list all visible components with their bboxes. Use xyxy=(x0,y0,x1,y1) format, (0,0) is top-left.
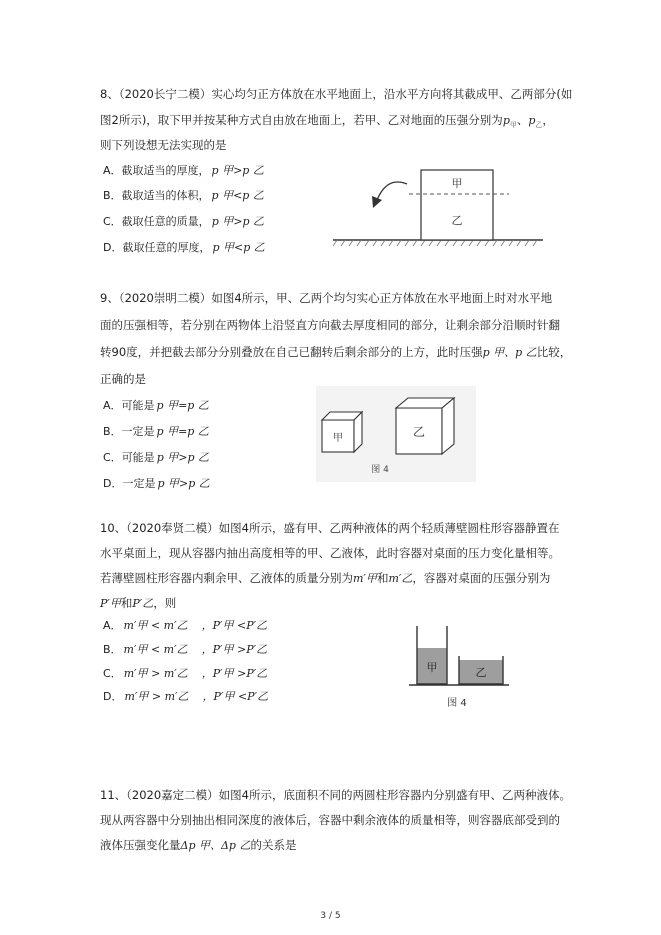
q10-line-1: 10、（2020奉贤二模）如图4所示，盛有甲、乙两种液体的两个轻质薄壁圆柱形容器静置在 xyxy=(100,521,560,535)
q9-figure xyxy=(316,386,476,482)
q11-line-1: 11、（2020嘉定二模）如图4所示，底面积不同的两圆柱形容器内分别盛有甲、乙两种液体。 xyxy=(100,788,571,802)
q8-option-a: A．截取适当的厚度， p 甲>p 乙 xyxy=(103,164,264,177)
q10-line-3: 若薄壁圆柱形容器内剩余甲、乙液体的质量分别为m′甲和m′乙，容器对桌面的压强分别为 xyxy=(100,571,551,585)
q8-label-top: 甲 xyxy=(451,177,463,190)
q10-line-2: 水平桌面上，现从容器内抽出高度相等的甲、乙液体，此时容器对桌面的压力变化量相等。 xyxy=(100,546,560,560)
q9-line-2: 面的压强相等，若分别在两物体上沿竖直方向截去厚度相同的部分，让剩余部分沿顺时针翻 xyxy=(100,318,560,332)
q9-caption: 图 4 xyxy=(371,465,389,475)
q8-option-c: C．截取任意的质量， p 甲>p 乙 xyxy=(103,215,264,228)
q8-option-b: B．截取适当的体积， p 甲<p 乙 xyxy=(103,189,264,202)
q8-option-d: D．截取任意的厚度， p 甲<p 乙 xyxy=(103,241,265,254)
q10-line-4: P′甲和P′乙，则 xyxy=(100,596,177,610)
q11-line-3: 液体压强变化量Δp 甲、Δp 乙的关系是 xyxy=(100,838,297,852)
q8-line-2-sep: 、 xyxy=(516,113,529,127)
page-number: 3 / 5 xyxy=(320,911,341,921)
q9-option-a: A．可能是 p 甲=p 乙 xyxy=(103,399,209,412)
q8-line-2-p1: $p_甲$ xyxy=(502,114,517,130)
q9-line-4: 正确的是 xyxy=(100,372,146,386)
q8-figure xyxy=(325,162,545,250)
q10-label-left: 甲 xyxy=(426,661,438,674)
q9-option-d: D．一定是 p 甲>p 乙 xyxy=(103,477,210,490)
q9-label-small: 甲 xyxy=(333,433,343,444)
q10-option-a: A． m′甲 < m′乙 ，P′甲 <P′乙 xyxy=(103,619,268,632)
q10-label-right: 乙 xyxy=(475,666,487,679)
q8-arrow-head xyxy=(372,196,382,208)
q10-option-d: D． m′甲 > m′乙 ，P′甲 <P′乙 xyxy=(103,690,269,703)
q9-option-c: C．可能是 p 甲>p 乙 xyxy=(103,451,209,464)
q9-cube-small xyxy=(322,412,362,452)
q8-arrow xyxy=(377,182,407,200)
q8-line-2-end: ， xyxy=(542,113,554,127)
q10-caption: 图 4 xyxy=(447,698,467,709)
q8-line-1: 8、（2020长宁二模）实心均匀正方体放在水平地面上，沿水平方向将其截成甲、乙两部分(如 xyxy=(100,87,573,101)
q9-option-b: B．一定是 p 甲=p 乙 xyxy=(103,425,209,438)
q8-line-2-p2: $p_乙$ xyxy=(528,114,543,130)
q9-line-1: 9、（2020崇明二模）如图4所示，甲、乙两个均匀实心正方体放在水平地面上时对水平地 xyxy=(100,291,553,305)
q8-line-2-text: 图2所示)，取下甲并按某种方式自由放在地面上，若甲、乙对地面的压强分别为 xyxy=(100,113,503,127)
q8-line-3: 则下列设想无法实现的是 xyxy=(100,138,227,152)
q10-option-c: C． m′甲 > m′乙 ，P′甲 >P′乙 xyxy=(103,667,268,680)
q8-label-bottom: 乙 xyxy=(451,214,463,227)
q9-label-large: 乙 xyxy=(412,425,426,439)
q9-line-3: 转90度，并把截去部分分别叠放在自己已翻转后剩余部分的上方，此时压强p 甲、p 乙比较， xyxy=(100,345,572,359)
q10-option-b: B． m′甲 < m′乙 ，P′甲 >P′乙 xyxy=(103,643,268,656)
q10-figure xyxy=(405,620,535,714)
q11-line-2: 现从两容器中分别抽出相同深度的液体后，容器中剩余液体的质量相等，则容器底部受到的 xyxy=(100,813,560,827)
q8-line-2 xyxy=(100,112,554,133)
